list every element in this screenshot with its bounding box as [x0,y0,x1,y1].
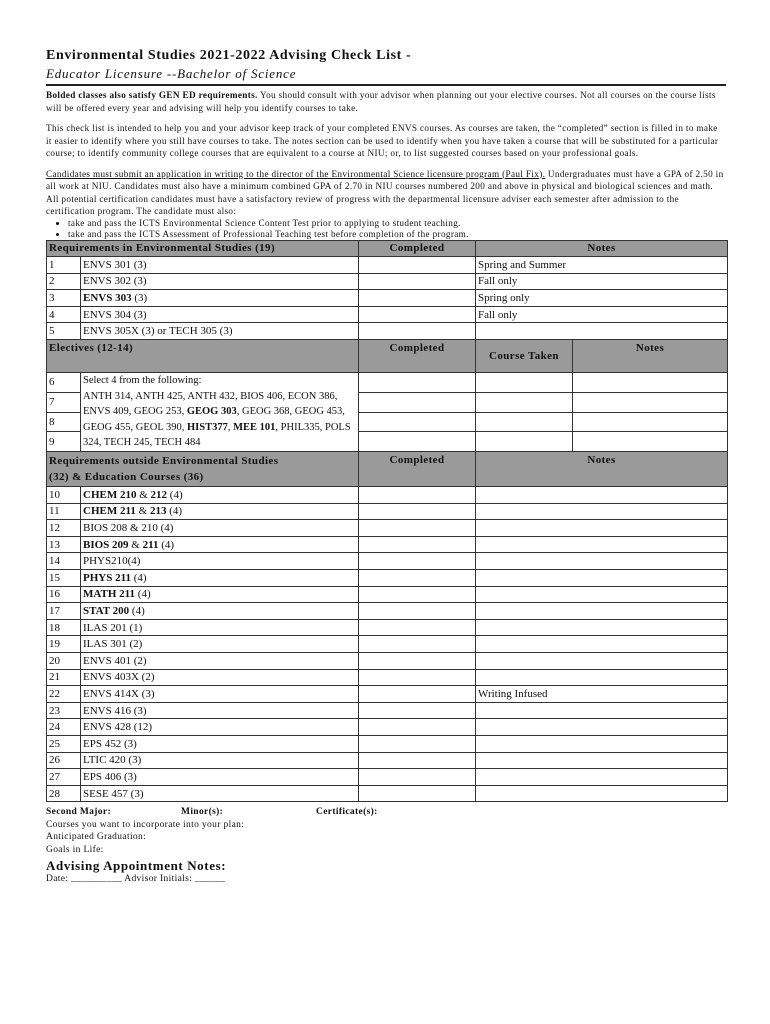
table-row [47,702,728,719]
gen-ed-bold-text: Bolded classes also satisfy GEN ED requirements. [46,90,258,100]
notes-cell[interactable]: Fall only [476,273,728,290]
notes-cell[interactable] [476,735,728,752]
completed-cell[interactable] [359,636,476,653]
completed-cell[interactable] [359,553,476,570]
completed-cell[interactable] [359,306,476,323]
row-number: 4 [47,306,81,323]
notes-cell[interactable] [476,669,728,686]
row-number: 14 [47,553,81,570]
row-number: 28 [47,785,81,802]
section-heading: Requirements in Environmental Studies (19) [47,240,359,257]
table-row [47,636,728,653]
course-cell: ENVS 428 (12) [81,719,359,736]
notes-cell[interactable] [476,553,728,570]
notes-cell[interactable] [476,487,728,504]
notes-cell[interactable] [476,603,728,620]
row-number: 20 [47,652,81,669]
course-cell: BIOS 208 & 210 (4) [81,520,359,537]
section-heading [47,452,359,487]
table-row [47,669,728,686]
course-cell: ILAS 201 (1) [81,619,359,636]
completed-cell[interactable] [359,686,476,703]
completed-header: Completed [359,452,476,487]
notes-cell[interactable] [476,520,728,537]
section-header-electives [47,340,728,373]
completed-cell[interactable] [359,520,476,537]
completed-cell[interactable] [359,570,476,587]
completed-cell[interactable] [359,432,476,452]
course-credits: (4) [135,588,151,601]
elective-bold-course: HIST377 [187,421,228,433]
table-row [47,769,728,786]
course-credits: (4) [158,538,175,551]
course-cell: SESE 457 (3) [81,785,359,802]
second-major-label: Second Major: [46,807,111,818]
notes-cell[interactable] [476,652,728,669]
table-row [47,520,728,537]
table-row [47,373,728,393]
completed-header: Completed [359,240,476,257]
minor-label: Minor(s): [181,807,224,818]
notes-cell[interactable] [476,503,728,520]
table-row [47,570,728,587]
course-cell [81,487,359,504]
completed-cell[interactable] [359,503,476,520]
completed-cell[interactable] [359,323,476,340]
table-row [47,785,728,802]
section-heading-line: Requirements outside Environmental Studies [49,455,279,468]
table-row [47,487,728,504]
advising-checklist [46,48,726,885]
table-row [47,735,728,752]
notes-cell[interactable]: Spring only [476,290,728,307]
notes-cell[interactable] [476,752,728,769]
row-number: 18 [47,619,81,636]
notes-cell[interactable] [476,619,728,636]
notes-cell[interactable] [476,785,728,802]
elective-instruction: Select 4 from the following: [83,375,202,387]
completed-cell[interactable] [359,669,476,686]
row-number: 21 [47,669,81,686]
table-row [47,306,728,323]
table-row [47,603,728,620]
row-number: 9 [47,432,81,452]
certificate-label: Certificate(s): [316,807,378,818]
completed-cell[interactable] [359,273,476,290]
section-heading: Electives (12-14) [47,340,359,373]
table-row [47,257,728,274]
list-item: • take and pass the ICTS Environmental Science Content Test prior to applying to student teaching. [68,218,726,229]
row-number: 25 [47,735,81,752]
course-connector: & [136,488,151,501]
completed-cell[interactable] [359,603,476,620]
course-cell: ENVS 403X (2) [81,669,359,686]
gen-ed-note [46,89,726,114]
course-credits: (4) [167,488,183,501]
notes-cell[interactable] [476,636,728,653]
elective-list-text: , [227,421,234,433]
table-row [47,553,728,570]
elective-list-text: , GEOG 368, GEOG 453, GEOG 455, GEOL 390, [83,406,345,433]
licensure-requirements [46,168,726,218]
notes-cell[interactable] [476,586,728,603]
notes-cell[interactable] [573,412,728,432]
row-number: 7 [47,392,81,412]
course-bold: STAT 200 [83,604,130,617]
course-taken-cell[interactable] [476,392,573,412]
completed-cell[interactable] [359,586,476,603]
course-credits: (3) [131,292,148,305]
course-bold: 211 [142,538,159,551]
course-cell [81,603,359,620]
notes-cell[interactable] [476,570,728,587]
completed-cell[interactable] [359,785,476,802]
completed-cell[interactable] [359,536,476,553]
row-number: 1 [47,257,81,274]
section-heading-line: (32) & Education Courses (36) [49,471,204,484]
advising-footer [46,806,726,885]
notes-cell[interactable] [476,323,728,340]
course-bold: CHEM 210 [83,488,137,501]
page-subtitle: Educator Licensure --Bachelor of Science [46,66,726,86]
table-row [47,652,728,669]
row-number: 17 [47,603,81,620]
course-cell [81,290,359,307]
course-cell: ENVS 302 (3) [81,273,359,290]
elective-bold-course: GEOG 303 [186,406,237,418]
elective-list-text: , PHIL335, POLS 324, TECH 245, TECH 484 [83,421,351,449]
completed-cell[interactable] [359,257,476,274]
section-header-env-studies [47,240,728,257]
course-cell: ENVS 416 (3) [81,702,359,719]
course-bold: PHYS 211 [83,571,131,584]
row-number: 27 [47,769,81,786]
notes-cell[interactable] [476,769,728,786]
course-bold: ENVS 303 [83,292,132,305]
completed-cell[interactable] [359,412,476,432]
course-bold: BIOS 209 [83,538,129,551]
course-cell [81,570,359,587]
row-number: 8 [47,412,81,432]
table-row [47,536,728,553]
course-connector: & [128,538,143,551]
course-cell: ILAS 301 (2) [81,636,359,653]
gpa-requirements: Undergraduates must have a GPA of 2.50 in all work at NIU. Candidates must also have a minimum combined GPA of 2.70 in NIU courses numbered 200 and above in physical and biological sciences and math. All potential certification candidates must have a satisfactory review of progress with the departmental licensure adviser each semester after admission to the certification program. The candidate must also: [46,168,724,216]
elective-options [81,373,359,452]
courses-plan-label: Courses you want to incorporate into your plan: [46,819,245,830]
checklist-table [46,240,728,803]
course-cell: EPS 406 (3) [81,769,359,786]
row-number: 15 [47,570,81,587]
notes-cell[interactable] [573,373,728,393]
row-number: 26 [47,752,81,769]
notes-cell[interactable]: Fall only [476,306,728,323]
completed-cell[interactable] [359,735,476,752]
course-cell: ENVS 304 (3) [81,306,359,323]
course-credits: (4) [130,571,147,584]
page-title: Environmental Studies 2021-2022 Advising Check List - [46,48,412,63]
table-row [47,503,728,520]
row-number: 22 [47,686,81,703]
table-row [47,290,728,307]
notes-header: Notes [476,240,728,257]
course-credits: (4) [166,505,183,518]
completed-cell[interactable] [359,373,476,393]
row-number: 13 [47,536,81,553]
anticipated-graduation-label: Anticipated Graduation: [46,832,147,843]
course-connector: & [135,505,150,518]
completed-cell[interactable] [359,702,476,719]
row-number: 19 [47,636,81,653]
test-requirements-list [46,218,726,240]
application-note: Candidates must submit an application in writing to the director of the Environmental Science licensure program (Paul Fix). [46,168,546,179]
table-row [47,273,728,290]
elective-list-text: ANTH 314, ANTH 425, ANTH 432, BIOS 406, ECON 386, ENVS 409, GEOG 253, [83,390,338,418]
row-number: 2 [47,273,81,290]
notes-cell[interactable]: Spring and Summer [476,257,728,274]
elective-bold-course: MEE 101 [233,421,276,433]
course-taken-header: Course Taken [476,340,573,373]
course-taken-cell[interactable] [476,432,573,452]
course-cell [81,536,359,553]
table-row [47,619,728,636]
goals-label: Goals in Life: [46,844,104,855]
course-cell: ENVS 414X (3) [81,686,359,703]
row-number: 11 [47,503,81,520]
completed-cell[interactable] [359,392,476,412]
list-item: • take and pass the ICTS Assessment of Professional Teaching test before completion of the program. [68,229,726,240]
table-row [47,719,728,736]
row-number: 16 [47,586,81,603]
row-number: 3 [47,290,81,307]
completed-cell[interactable] [359,619,476,636]
notes-cell[interactable] [476,702,728,719]
row-number: 24 [47,719,81,736]
section-header-outside-courses [47,452,728,487]
row-number: 12 [47,520,81,537]
course-bold: 212 [150,488,168,501]
completed-header: Completed [359,340,476,373]
notes-cell[interactable] [573,392,728,412]
row-number: 23 [47,702,81,719]
gen-ed-text: You should consult with your advisor when planning out your elective courses. Not all courses on the course lists will be offered every year and advising will help you identify courses to take. [46,90,716,113]
notes-cell[interactable] [476,536,728,553]
advising-notes-heading: Advising Appointment Notes: [46,858,227,874]
course-bold: 213 [149,505,167,518]
course-taken-cell[interactable] [476,373,573,393]
notes-header: Notes [573,340,728,373]
row-number: 10 [47,487,81,504]
notes-cell[interactable]: Writing Infused [476,686,728,703]
table-row [47,586,728,603]
completed-cell[interactable] [359,752,476,769]
completed-cell[interactable] [359,769,476,786]
notes-header: Notes [476,452,728,487]
course-cell: LTIC 420 (3) [81,752,359,769]
course-bold: MATH 211 [83,588,136,601]
completed-cell[interactable] [359,719,476,736]
completed-cell[interactable] [359,487,476,504]
notes-cell[interactable] [476,719,728,736]
course-cell [81,503,359,520]
course-cell: EPS 452 (3) [81,735,359,752]
completed-cell[interactable] [359,290,476,307]
table-row [47,752,728,769]
course-credits: (4) [129,604,145,617]
course-cell: ENVS 301 (3) [81,257,359,274]
course-bold: CHEM 211 [83,505,136,518]
table-row [47,323,728,340]
notes-cell[interactable] [573,432,728,452]
outside-courses-rows [47,487,728,802]
course-cell: PHYS210(4) [81,553,359,570]
row-number: 6 [47,373,81,393]
completed-cell[interactable] [359,652,476,669]
course-taken-cell[interactable] [476,412,573,432]
row-number: 5 [47,323,81,340]
checklist-purpose: This check list is intended to help you and your advisor keep track of your completed ENVS courses. As courses are taken, the “completed” section is filled in to make it easier to identify where you still have courses to take. The notes section can be used to identify when you have taken a course that will be substituted for a particular course; to identify community college courses that are equivalent to a course at NIU; or, to list suggested courses based on your professional goals. [46,123,719,158]
course-cell: ENVS 401 (2) [81,652,359,669]
course-cell: ENVS 305X (3) or TECH 305 (3) [81,323,359,340]
course-cell [81,586,359,603]
date-initials-line: Date: __________ Advisor Initials: ______ [46,873,226,884]
program-info-row [46,806,726,819]
table-row [47,686,728,703]
